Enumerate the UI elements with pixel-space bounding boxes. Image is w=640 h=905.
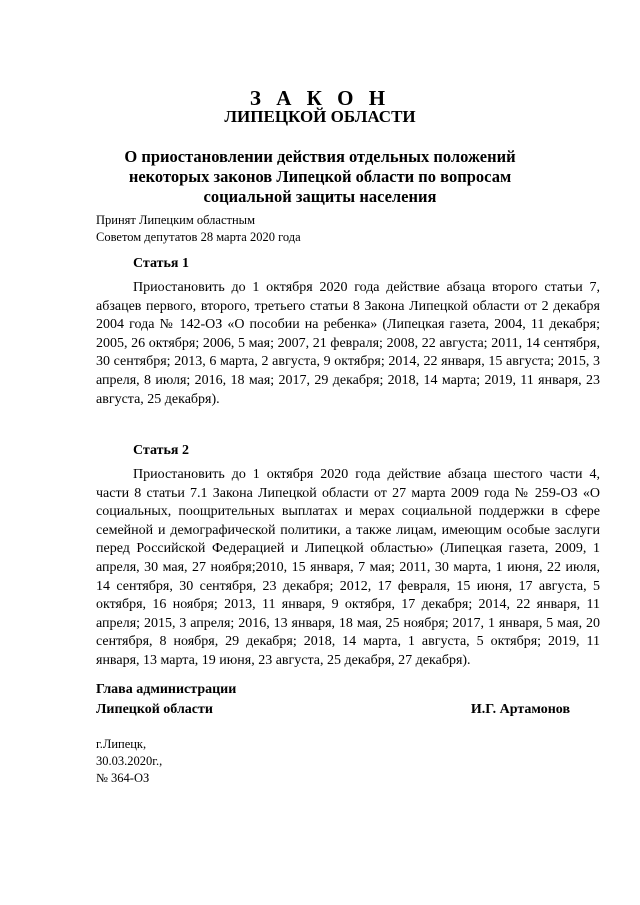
signatory-name: И.Г. Артамонов bbox=[470, 702, 570, 717]
heading-line: социальной защиты населения bbox=[203, 187, 437, 206]
adoption-note bbox=[96, 212, 396, 246]
article-2-text: Приостановить до 1 октября 2020 года действие абзаца шестого части 4, части 8 статьи 7.1 Закона Липецкой области от 27 марта 2009 года № 259-ОЗ «О социальных, поощрительных выплатах и мерах социальной поддержки в сфере семейной и демографической политики, а также лицам, имеющим особые заслуги перед Российской Федерацией и Липецкой областью» (Липецкая газета, 2009, 1 апреля, 30 мая, 27 ноября;2010, 15 января, 7 мая; 2011, 30 марта, 1 июня, 22 июля, 14 сентября, 30 сентября, 23 декабря; 2012, 17 февраля, 15 июня, 17 августа, 5 октября, 16 ноября; 2013, 11 января, 9 октября, 17 декабря; 2014, 22 января, 11 апреля; 2015, 3 апреля; 2016, 13 января, 18 мая, 25 ноября; 2017, 1 января, 5 мая, 20 сентября, 8 ноября, 29 декабря; 2018, 14 марта, 1 августа, 5 октября; 2019, 11 января, 13 марта, 19 июня, 23 августа, 25 декабря, 27 декабря). bbox=[96, 467, 600, 668]
heading-line: некоторых законов Липецкой области по вопросам bbox=[128, 167, 512, 186]
heading-line: О приостановлении действия отдельных положений bbox=[124, 147, 516, 166]
law-heading bbox=[110, 147, 530, 207]
document-footer bbox=[96, 736, 162, 787]
article-1-title: Статья 1 bbox=[133, 256, 189, 271]
footer-date: 30.03.2020г., bbox=[96, 754, 163, 768]
footer-number: № 364-ОЗ bbox=[96, 771, 150, 785]
article-2-title: Статья 2 bbox=[133, 443, 189, 458]
signature-block bbox=[96, 680, 600, 720]
law-title: З А К О Н bbox=[249, 86, 391, 110]
footer-city: г.Липецк, bbox=[96, 737, 147, 751]
adoption-line: Советом депутатов 28 марта 2020 года bbox=[96, 230, 301, 244]
article-1-text: Приостановить до 1 октября 2020 года действие абзаца второго статьи 7, абзацев первого, второго, третьего статьи 8 Закона Липецкой области от 2 декабря 2004 года № 142-ОЗ «О пособии на ребенка» (Липецкая газета, 2004, 11 декабря; 2005, 26 октября; 2006, 5 мая; 2007, 21 февраля; 2008, 22 августа; 2011, 14 сентября, 30 сентября; 2013, 6 марта, 2 августа, 9 октября; 2014, 22 января, 15 августа; 2015, 3 апреля, 8 июля; 2016, 18 мая; 2017, 29 декабря; 2018, 14 марта; 2019, 11 января, 23 августа, 25 декабря). bbox=[96, 280, 600, 407]
signatory-position-line2: Липецкой области bbox=[96, 702, 213, 717]
signatory-position-line1: Глава администрации bbox=[96, 682, 237, 697]
law-subtitle: ЛИПЕЦКОЙ ОБЛАСТИ bbox=[224, 107, 416, 126]
adoption-line: Принят Липецким областным bbox=[96, 213, 255, 227]
